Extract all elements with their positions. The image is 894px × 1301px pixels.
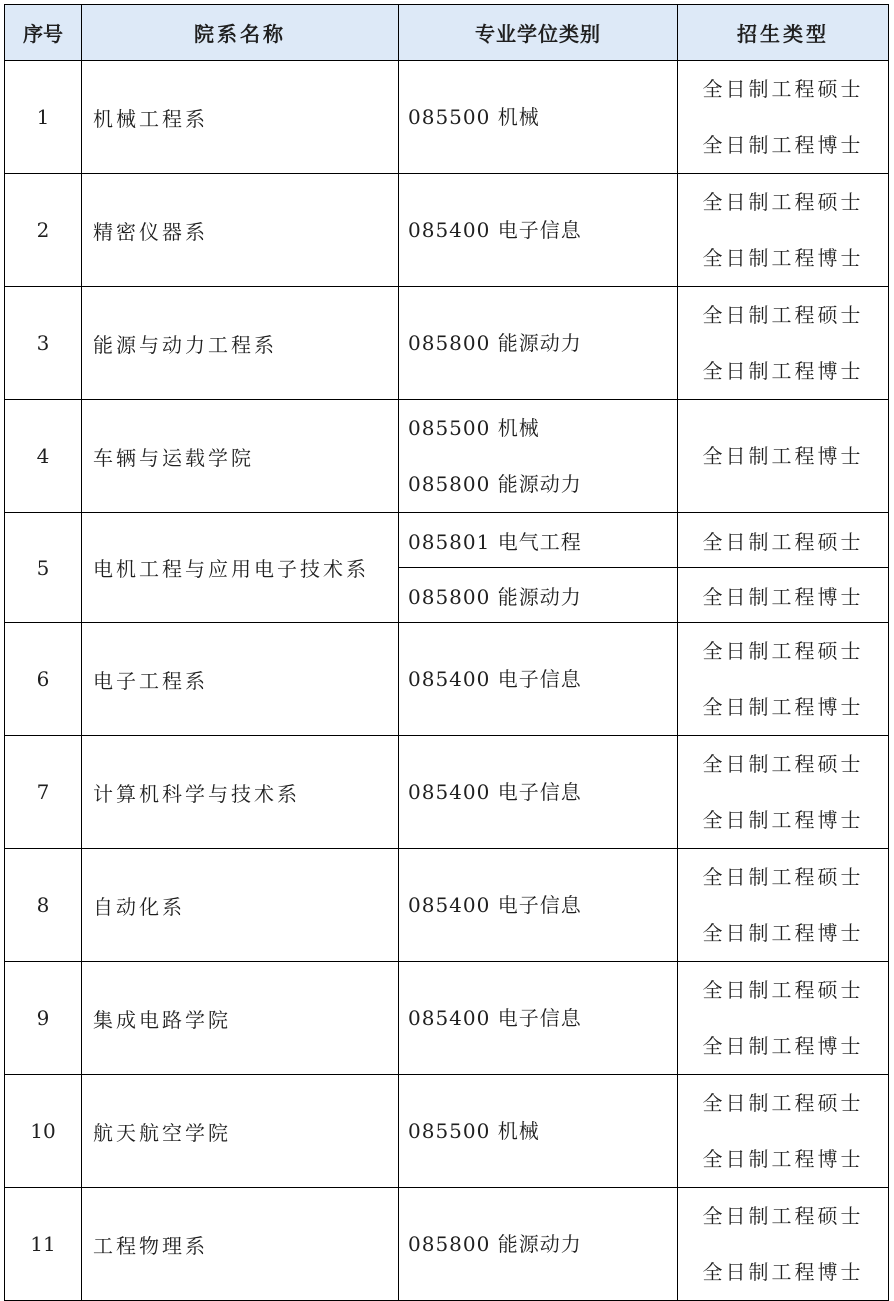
category-item: 085500 机械 [408,1119,540,1143]
department-name: 能源与动力工程系 [93,332,277,357]
table-row [5,1188,889,1301]
table-row [5,962,889,1075]
type-cell [678,568,889,623]
header-no: 序号 [5,5,82,61]
type-item: 全日制工程硕士 [702,865,864,889]
row-number: 6 [5,623,82,736]
type-cell [678,623,889,736]
department-cell [82,849,399,962]
row-number: 3 [5,287,82,400]
type-cell [678,513,889,568]
type-item: 全日制工程博士 [702,1034,864,1058]
category-item: 085800 能源动力 [408,584,582,609]
row-number: 8 [5,849,82,962]
type-item: 全日制工程博士 [702,359,864,383]
category-cell [399,400,678,513]
category-item: 085800 能源动力 [408,331,582,355]
type-item: 全日制工程硕士 [702,639,864,663]
table-row [5,61,889,174]
department-name: 航天航空学院 [93,1120,231,1145]
category-item: 085500 机械 [408,105,540,129]
table-row [5,174,889,287]
department-cell [82,962,399,1075]
category-item: 085801 电气工程 [408,529,582,554]
type-item: 全日制工程硕士 [702,1204,864,1228]
department-cell [82,61,399,174]
category-item: 085400 电子信息 [408,218,582,242]
category-item: 085400 电子信息 [408,1006,582,1030]
type-item: 全日制工程硕士 [702,77,864,101]
department-cell [82,400,399,513]
type-item: 全日制工程硕士 [702,752,864,776]
department-cell [82,174,399,287]
department-cell [82,287,399,400]
type-cell [678,849,889,962]
type-cell [678,174,889,287]
row-number: 7 [5,736,82,849]
category-item: 085400 电子信息 [408,780,582,804]
table-row [5,287,889,400]
type-item: 全日制工程硕士 [702,529,864,554]
department-name: 车辆与运载学院 [93,445,254,470]
table-body [5,61,889,1301]
department-name: 集成电路学院 [93,1007,231,1032]
category-cell [399,513,678,568]
header-category: 专业学位类别 [399,5,678,61]
type-item: 全日制工程博士 [702,444,864,468]
department-name: 精密仪器系 [93,219,208,244]
type-cell [678,1075,889,1188]
department-name: 机械工程系 [93,106,208,131]
row-number: 2 [5,174,82,287]
row-number: 11 [5,1188,82,1301]
department-name: 计算机科学与技术系 [93,781,300,806]
category-cell [399,174,678,287]
type-cell [678,962,889,1075]
type-item: 全日制工程博士 [702,1260,864,1284]
type-cell [678,1188,889,1301]
row-number: 4 [5,400,82,513]
category-cell [399,849,678,962]
type-item: 全日制工程博士 [702,584,864,609]
category-item: 085400 电子信息 [408,667,582,691]
table-row [5,513,889,568]
row-number: 5 [5,513,82,623]
admissions-table [4,4,889,1301]
category-item: 085500 机械 [408,416,540,440]
type-item: 全日制工程博士 [702,1147,864,1171]
type-item: 全日制工程博士 [702,921,864,945]
table-row [5,623,889,736]
type-cell [678,400,889,513]
category-cell [399,962,678,1075]
row-number: 1 [5,61,82,174]
category-cell [399,287,678,400]
header-dept: 院系名称 [82,5,399,61]
type-item: 全日制工程博士 [702,133,864,157]
category-cell [399,1188,678,1301]
table-row [5,400,889,513]
department-cell [82,513,399,623]
type-item: 全日制工程博士 [702,246,864,270]
header-row [5,5,889,61]
category-item: 085800 能源动力 [408,472,582,496]
department-name: 电子工程系 [93,668,208,693]
type-cell [678,61,889,174]
category-item: 085800 能源动力 [408,1232,582,1256]
type-cell [678,287,889,400]
category-cell [399,61,678,174]
category-cell [399,623,678,736]
department-cell [82,1075,399,1188]
department-name: 电机工程与应用电子技术系 [93,557,369,581]
type-item: 全日制工程硕士 [702,303,864,327]
table-row [5,849,889,962]
table-row [5,1075,889,1188]
type-item: 全日制工程硕士 [702,978,864,1002]
category-item: 085400 电子信息 [408,893,582,917]
category-cell [399,736,678,849]
department-name: 自动化系 [93,894,185,919]
header-type: 招生类型 [678,5,889,61]
type-cell [678,736,889,849]
category-cell [399,1075,678,1188]
type-item: 全日制工程博士 [702,808,864,832]
category-cell [399,568,678,623]
table-row [5,736,889,849]
department-name: 工程物理系 [93,1233,208,1258]
department-cell [82,736,399,849]
department-cell [82,623,399,736]
type-item: 全日制工程硕士 [702,190,864,214]
type-item: 全日制工程硕士 [702,1091,864,1115]
department-cell [82,1188,399,1301]
type-item: 全日制工程博士 [702,695,864,719]
row-number: 10 [5,1075,82,1188]
row-number: 9 [5,962,82,1075]
